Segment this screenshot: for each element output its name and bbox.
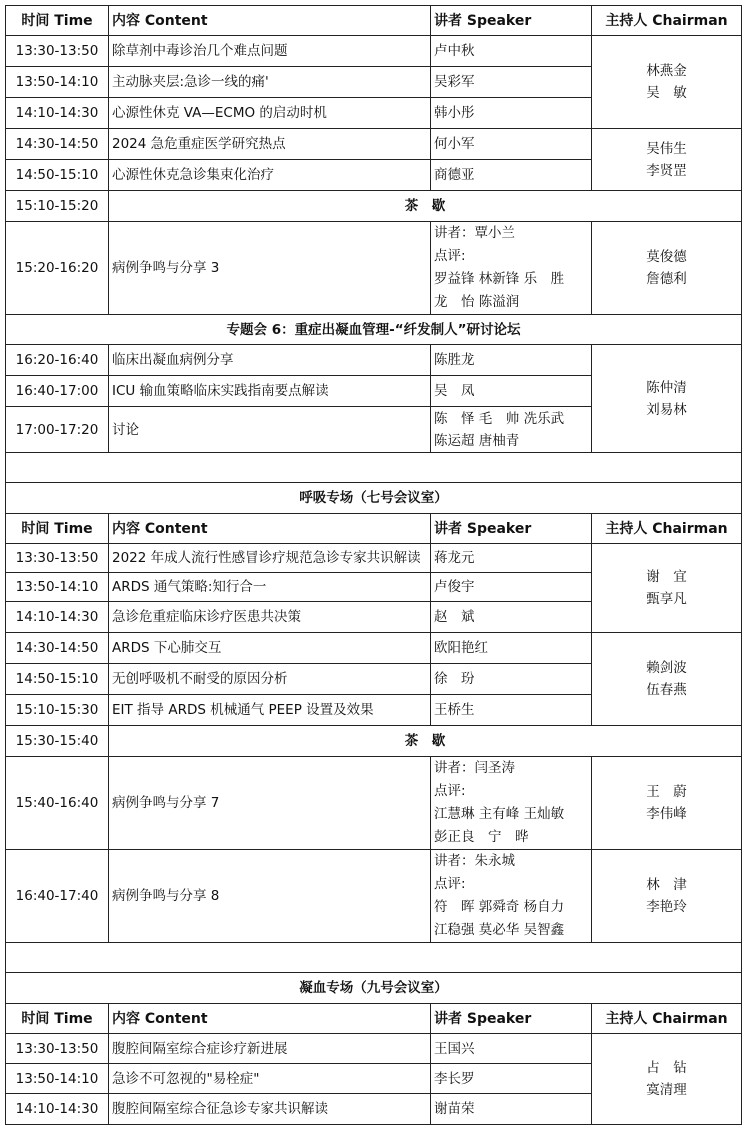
speaker-line: 点评: [434, 876, 466, 892]
time-cell: 15:10-15:20 [6, 191, 109, 222]
chairman-name: 王 蔚 [646, 784, 687, 800]
chairman-cell [592, 345, 742, 453]
content-cell: 2022 年成人流行性感冒诊疗规范急诊专家共识解读 [109, 544, 431, 573]
section-title: 专题会 6：重症出凝血管理-“纤发制人”研讨论坛 [6, 315, 742, 345]
table-row [6, 345, 742, 376]
speaker-line: 江稳强 莫必华 吴智鑫 [434, 922, 565, 938]
time-cell: 13:50-14:10 [6, 67, 109, 98]
content-cell: 临床出凝血病例分享 [109, 345, 431, 376]
time-cell: 13:30-13:50 [6, 36, 109, 67]
speaker-line: 点评: [434, 248, 466, 264]
speaker-cell: 卢俊宇 [431, 573, 592, 602]
header-row [6, 1004, 742, 1034]
chairman-name: 伍春燕 [646, 682, 687, 698]
speaker-cell: 陈胜龙 [431, 345, 592, 376]
time-cell: 14:50-15:10 [6, 664, 109, 695]
header-chairman: 主持人 Chairman [592, 1004, 742, 1034]
time-cell: 15:40-16:40 [6, 757, 109, 850]
header-content: 内容 Content [109, 1004, 431, 1034]
content-cell: 心源性休克急诊集束化治疗 [109, 160, 431, 191]
chairman-cell [592, 633, 742, 726]
header-content: 内容 Content [109, 514, 431, 544]
time-cell: 16:40-17:40 [6, 850, 109, 943]
speaker-cell: 赵 斌 [431, 602, 592, 633]
time-cell: 15:20-16:20 [6, 222, 109, 315]
speaker-cell: 谢苗荣 [431, 1094, 592, 1125]
speaker-line: 彭正良 宁 晔 [434, 829, 529, 845]
content-cell: 病例争鸣与分享 7 [109, 757, 431, 850]
time-cell: 16:40-17:00 [6, 376, 109, 407]
speaker-cell: 王国兴 [431, 1034, 592, 1064]
speaker-cell [431, 407, 592, 453]
content-cell: 急诊危重症临床诊疗医患共决策 [109, 602, 431, 633]
table-row [6, 129, 742, 160]
content-cell: 腹腔间隔室综合症诊疗新进展 [109, 1034, 431, 1064]
speaker-cell: 卢中秋 [431, 36, 592, 67]
break-row [6, 726, 742, 757]
chairman-name: 李艳玲 [646, 899, 687, 915]
content-cell: ICU 输血策略临床实践指南要点解读 [109, 376, 431, 407]
chairman-name: 詹德利 [646, 271, 687, 287]
header-time: 时间 Time [6, 6, 109, 36]
chairman-name: 赖剑波 [646, 660, 687, 676]
speaker-cell [431, 222, 592, 315]
header-row [6, 6, 742, 36]
content-cell: 2024 急危重症医学研究热点 [109, 129, 431, 160]
section-title-row [6, 973, 742, 1004]
header-speaker: 讲者 Speaker [431, 514, 592, 544]
chairman-name: 林燕金 [646, 63, 687, 79]
case-row [6, 757, 742, 850]
speaker-line: 江慧琳 主有峰 王灿敏 [434, 806, 565, 822]
speaker-line: 讲者：朱永城 [434, 853, 515, 869]
speaker-line: 讲者：覃小兰 [434, 225, 515, 241]
header-speaker: 讲者 Speaker [431, 6, 592, 36]
time-cell: 13:30-13:50 [6, 544, 109, 573]
chairman-name: 吴伟生 [646, 140, 687, 157]
spacer-cell [6, 453, 742, 483]
speaker-line: 陈 怿 毛 帅 冼乐武 [434, 410, 565, 427]
section-title-row [6, 315, 742, 345]
chairman-cell [592, 757, 742, 850]
speaker-line: 罗益锋 林新锋 乐 胜 [434, 271, 565, 287]
time-cell: 14:10-14:30 [6, 1094, 109, 1125]
section-title: 凝血专场（九号会议室） [6, 973, 742, 1004]
chairman-cell [592, 129, 742, 191]
content-cell: 病例争鸣与分享 8 [109, 850, 431, 943]
spacer-row [6, 943, 742, 973]
table-row [6, 36, 742, 67]
chairman-cell [592, 544, 742, 633]
section-title-row [6, 483, 742, 514]
speaker-cell: 韩小彤 [431, 98, 592, 129]
spacer-row [6, 453, 742, 483]
case-row [6, 222, 742, 315]
header-time: 时间 Time [6, 1004, 109, 1034]
chairman-name: 李贤罡 [646, 162, 687, 179]
content-cell: ARDS 通气策略:知行合一 [109, 573, 431, 602]
speaker-line: 点评: [434, 783, 466, 799]
content-cell: 主动脉夹层:急诊一线的痛' [109, 67, 431, 98]
speaker-cell: 李长罗 [431, 1064, 592, 1094]
table-row [6, 1034, 742, 1064]
time-cell: 14:10-14:30 [6, 98, 109, 129]
speaker-cell: 王桥生 [431, 695, 592, 726]
chairman-name: 李伟峰 [646, 806, 687, 822]
chairman-cell [592, 36, 742, 129]
content-cell: EIT 指导 ARDS 机械通气 PEEP 设置及效果 [109, 695, 431, 726]
speaker-cell: 徐 玢 [431, 664, 592, 695]
schedule-table [5, 5, 742, 1125]
content-cell: 心源性休克 VA—ECMO 的启动时机 [109, 98, 431, 129]
speaker-cell: 吴彩军 [431, 67, 592, 98]
time-cell: 13:50-14:10 [6, 573, 109, 602]
header-chairman: 主持人 Chairman [592, 6, 742, 36]
header-content: 内容 Content [109, 6, 431, 36]
case-row [6, 850, 742, 943]
table-row [6, 544, 742, 573]
speaker-cell: 商德亚 [431, 160, 592, 191]
content-cell: 病例争鸣与分享 3 [109, 222, 431, 315]
speaker-line: 陈运超 唐柚青 [434, 432, 520, 449]
header-speaker: 讲者 Speaker [431, 1004, 592, 1034]
section-title: 呼吸专场（七号会议室） [6, 483, 742, 514]
time-cell: 13:30-13:50 [6, 1034, 109, 1064]
spacer-cell [6, 943, 742, 973]
time-cell: 14:50-15:10 [6, 160, 109, 191]
break-row [6, 191, 742, 222]
chairman-name: 刘易林 [646, 401, 687, 418]
chairman-name: 林 津 [646, 877, 687, 893]
speaker-cell: 蒋龙元 [431, 544, 592, 573]
time-cell: 15:10-15:30 [6, 695, 109, 726]
speaker-line: 讲者：闫圣涛 [434, 760, 515, 776]
chairman-cell [592, 222, 742, 315]
chairman-name: 莫俊德 [646, 249, 687, 265]
speaker-cell: 欧阳艳红 [431, 633, 592, 664]
break-label: 茶 歇 [109, 191, 742, 222]
speaker-cell [431, 850, 592, 943]
time-cell: 14:10-14:30 [6, 602, 109, 633]
chairman-name: 吴 敏 [646, 85, 687, 101]
speaker-line: 龙 怡 陈溢润 [434, 294, 520, 310]
header-time: 时间 Time [6, 514, 109, 544]
time-cell: 14:30-14:50 [6, 129, 109, 160]
speaker-line: 符 晖 郭舜奇 杨自力 [434, 899, 565, 915]
chairman-name: 甄享凡 [646, 591, 687, 607]
time-cell: 15:30-15:40 [6, 726, 109, 757]
chairman-name: 占 钻 [646, 1060, 687, 1076]
chairman-cell [592, 850, 742, 943]
header-chairman: 主持人 Chairman [592, 514, 742, 544]
content-cell: 腹腔间隔室综合征急诊专家共识解读 [109, 1094, 431, 1125]
speaker-cell: 吴 凤 [431, 376, 592, 407]
content-cell: 急诊不可忽视的"易栓症" [109, 1064, 431, 1094]
chairman-cell [592, 1034, 742, 1125]
content-cell: ARDS 下心肺交互 [109, 633, 431, 664]
break-label: 茶 歇 [109, 726, 742, 757]
time-cell: 14:30-14:50 [6, 633, 109, 664]
time-cell: 13:50-14:10 [6, 1064, 109, 1094]
content-cell: 讨论 [109, 407, 431, 453]
speaker-cell: 何小军 [431, 129, 592, 160]
time-cell: 17:00-17:20 [6, 407, 109, 453]
speaker-cell [431, 757, 592, 850]
chairman-name: 谢 宜 [646, 569, 687, 585]
chairman-name: 陈仲清 [646, 379, 687, 396]
content-cell: 无创呼吸机不耐受的原因分析 [109, 664, 431, 695]
time-cell: 16:20-16:40 [6, 345, 109, 376]
content-cell: 除草剂中毒诊治几个难点问题 [109, 36, 431, 67]
table-row [6, 633, 742, 664]
chairman-name: 寞清理 [646, 1082, 687, 1098]
header-row [6, 514, 742, 544]
